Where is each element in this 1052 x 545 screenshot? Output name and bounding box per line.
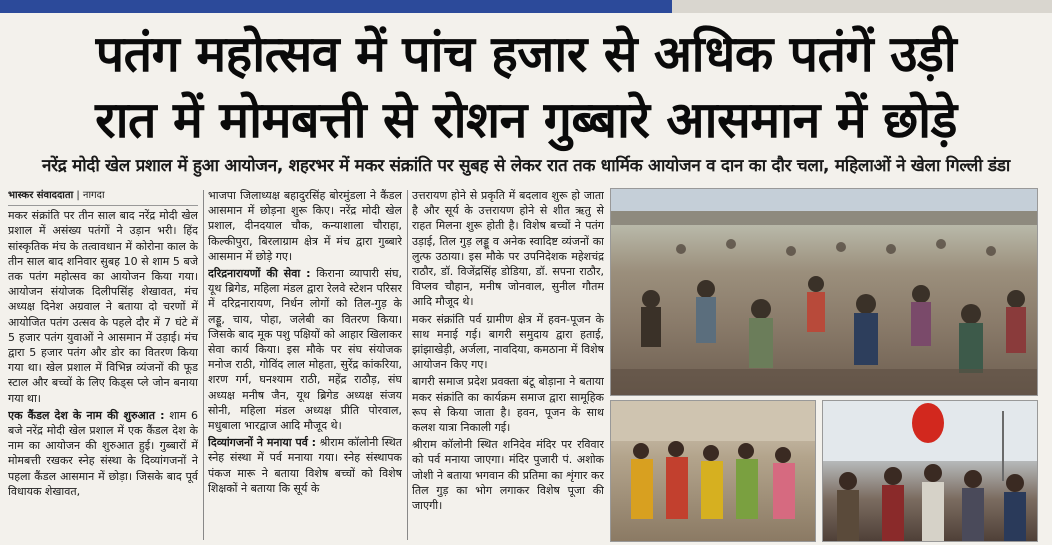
byline-place: | नागदा	[76, 190, 105, 201]
article-column-2	[208, 188, 402, 540]
column-rule	[203, 190, 204, 540]
headline-line-1: पतंग महोत्सव में पांच हजार से अधिक पतंगें उड़ी	[95, 24, 957, 83]
paragraph-text: किराना व्यापारी संघ, यूथ ब्रिगेड, महिला मंडल द्वारा रेलवे स्टेशन परिसर में दरिद्रनारायण, निर्धन लोगों को तिल-गुड़ के लड्डू, चाय, पोहा, जलेबी का वितरण किया। जिसके बाद मूक पशु पक्षियों को आहार खिलाकर सेवा कार्य किया। इस मौके पर संघ संयोजक मनोज राठी, गोविंद लाल मोहता, सुरेंद्र कांकरिया, शरण गर्ग, घनश्याम राठी, महेंद्र राठौड़, संघ अध्यक्ष मनीष जैन, यूथ ब्रिगेड अध्यक्ष संजय सोनी, महिला मंडल अध्यक्ष प्रीति पोरवाल, मधुबाला भारद्वाज आदि मौजूद थे।	[208, 267, 402, 433]
page-fold	[672, 0, 1052, 13]
photo-kite-festival-crowd	[610, 188, 1038, 396]
byline-reporter: भास्कर संवाददाता	[8, 190, 74, 201]
paragraph: श्रीराम कॉलोनी स्थित शनिदेव मंदिर पर रविवार को पर्व मनाया जाएगा। मंदिर पुजारी पं. अशोक जोशी ने बताया भगवान की प्रतिमा का शृंगार कर तिल गुड़ का भोग लगाकर विशेष पूजा की जाएगी।	[412, 438, 604, 513]
article-column-1	[8, 188, 198, 540]
paragraph: भाजपा जिलाध्यक्ष बहादुरसिंह बोरमुंडला ने कैंडल आसमान में छोड़ना शुरू किए। नरेंद्र मोदी खेल प्रशाल, दीनदयाल चौक, कन्याशाला चौराहा, किल्कीपुरा, बिरलाग्राम क्षेत्र में मंच द्वारा गुब्बारे आसमान में छोड़े गए।	[208, 189, 402, 263]
paragraph: मकर संक्रांति पर तीन साल बाद नरेंद्र मोदी खेल प्रशाल में असंख्य पतंगों ने उड़ान भरी। हिंद सांस्कृतिक मंच के तत्वावधान में कोरोना काल के तीन साल बाद शनिवार सुबह 10 से शाम 5 बजे तक पतंग महोत्सव का आयोजन किया गया। आयोजन संयोजक दिलीपसिंह शेखावत, मंच अध्यक्ष दिनेश अग्रवाल ने बताया दो चरणों में आयोजित पतंग उत्सव के पहले दौर में 7 घंटे में 5 हजार पतंग युवाओं ने आसमान में उड़ाई। मंच द्वारा 5 हजार पतंग और डोर का वितरण किया गया था। खेल प्रशाल में विभिन्न व्यंजनों की फूड स्टाल और बच्चों के लिए किड्स प्ले जोन बनाया गया था।	[8, 209, 198, 405]
column-rule	[407, 190, 408, 540]
article-column-3	[412, 188, 604, 540]
balloon-illustration	[823, 401, 1037, 541]
section-heading: दरिद्रनारायणों की सेवा :	[208, 267, 311, 281]
paragraph: मकर संक्रांति पर्व ग्रामीण क्षेत्र में हवन-पूजन के साथ मनाई गई। बागरी समुदाय द्वारा हताई, झांझाखेड़ी, अर्जला, नावदिया, कमठाना में विशेष आयोजन किए गए।	[412, 312, 604, 372]
subheadline: नरेंद्र मोदी खेल प्रशाल में हुआ आयोजन, शहरभर में मकर संक्रांति पर सुबह से लेकर रात तक धार्मिक आयोजन व दान का दौर चला, महिलाओं ने खेला गिल्ली डंडा	[41, 156, 1011, 176]
masthead-bar	[0, 0, 1052, 13]
paragraph	[8, 408, 198, 499]
byline	[8, 188, 198, 206]
paragraph	[208, 435, 402, 496]
crowd-illustration	[611, 189, 1037, 395]
paragraph: बागरी समाज प्रदेश प्रवक्ता बंटू बोड़ाना ने बताया मकर संक्रांति का कार्यक्रम समाज द्वारा सामूहिक रूप से किया जाता है। हवन, पूजन के साथ कलश यात्रा निकाली गई।	[412, 375, 604, 435]
photo-candle-balloon	[822, 400, 1038, 542]
paragraph-text: शाम 6 बजे नरेंद्र मोदी खेल प्रशाल में एक कैंडल देश के नाम का आयोजन की शुरुआत हुई। गुब्बारों में मोमबत्ती रखकर स्नेह संस्था के दिव्यांगजनों ने पहला कैंडल आसमान में छोड़ा। जिसके बाद पूर्व विधायक शेखावत,	[8, 408, 198, 498]
section-heading: एक कैंडल देश के नाम की शुरुआत :	[8, 408, 165, 422]
section-heading: दिव्यांगजनों ने मनाया पर्व :	[208, 436, 317, 450]
paragraph: उत्तरायण होने से प्रकृति में बदलाव शुरू हो जाता है और सूर्य के उत्तरायण होने से शीत ऋतु से राहत मिलना शुरू होती है। विशेष बच्चों ने पतंग उड़ाई, तिल गुड़ लड्डू व अनेक स्वादिष्ट व्यंजनों का लुत्फ उठाया। इस मौके पर उपनिदेशक महेशचंद्र राठौर, डॉ. विजेंद्रसिंह डोडिया, डॉ. सपना राठौर, विप्लव चौहान, मनीष जोनवाल, सुनील गौतम आदि मौजूद थे।	[412, 189, 604, 309]
paragraph	[208, 266, 402, 433]
women-illustration	[611, 401, 815, 541]
photo-women-gilli-danda	[610, 400, 816, 542]
paragraph-text: श्रीराम कॉलोनी स्थित स्नेह संस्था में पर्व मनाया गया। स्नेह संस्थापक पंकज मारू ने बताया विशेष बच्चों को विशेष शिक्षकों ने बताया कि सूर्य के	[208, 436, 402, 495]
headline-line-2: रात में मोमबत्ती से रोशन गुब्बारे आसमान में छोड़े	[95, 90, 957, 149]
